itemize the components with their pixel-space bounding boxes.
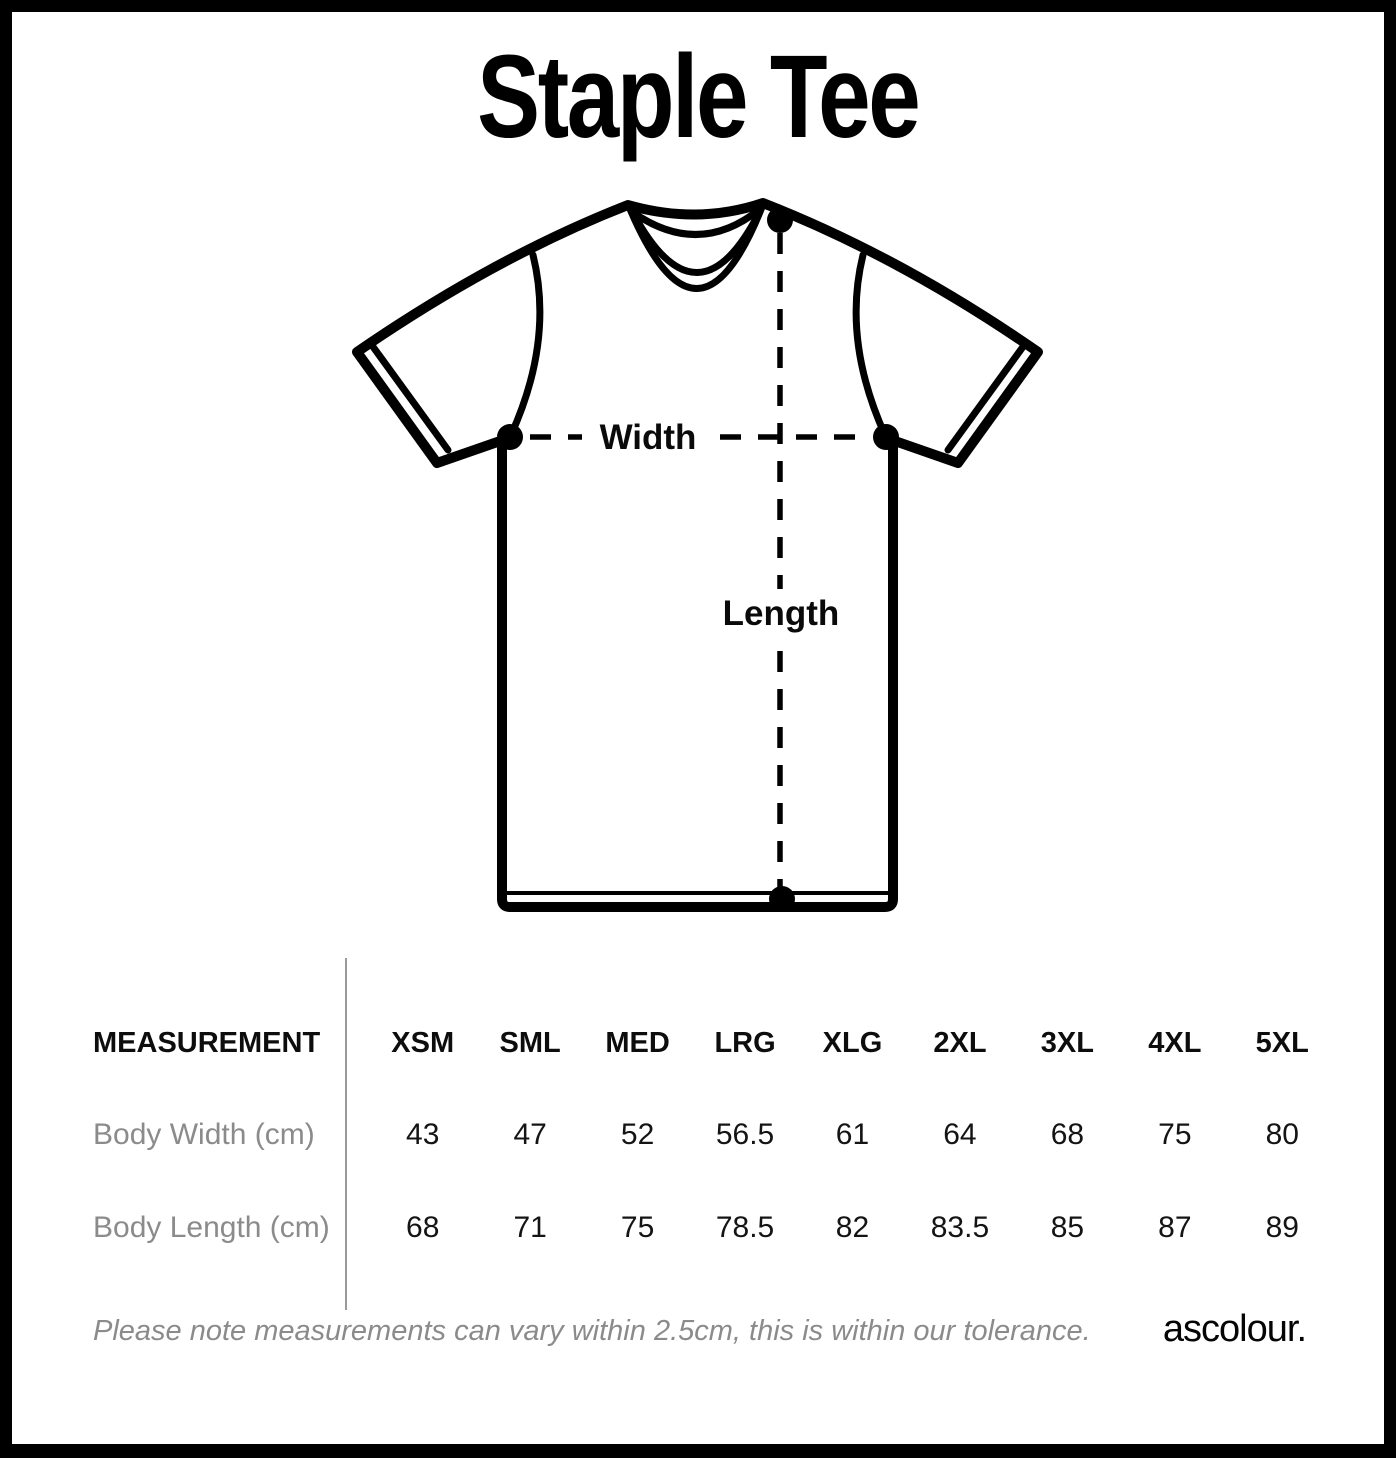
body-length-lrg: 78.5 (715, 1211, 775, 1244)
size-header-med: MED (605, 1026, 670, 1059)
right-underarm-dot (873, 424, 899, 450)
size-header-2xl: 2XL (933, 1026, 987, 1059)
hem-point-dot (769, 886, 795, 912)
body-width-xlg: 61 (835, 1118, 870, 1151)
size-header-xsm: XSM (391, 1026, 455, 1059)
width-measurement-label: Width (599, 418, 697, 457)
body-length-2xl: 83.5 (930, 1211, 990, 1244)
table-row-body-length (93, 1203, 1336, 1253)
body-width-4xl: 75 (1158, 1118, 1192, 1151)
ascolour-logo: ascolour. (1162, 1308, 1306, 1350)
size-header-lrg: LRG (714, 1026, 776, 1059)
size-header-xlg: XLG (822, 1026, 883, 1059)
measurement-header: MEASUREMENT (93, 1026, 321, 1059)
header (0, 31, 1396, 163)
body-length-xlg: 82 (835, 1211, 870, 1244)
table-row-body-width (93, 1110, 1336, 1160)
row-label-body-length: Body Length (cm) (93, 1211, 330, 1244)
left-underarm-dot (497, 424, 523, 450)
body-length-5xl: 89 (1265, 1211, 1299, 1244)
body-width-med: 52 (620, 1118, 655, 1151)
size-header-sml: SML (499, 1026, 561, 1059)
body-width-xsm: 43 (406, 1118, 440, 1151)
body-length-xsm: 68 (406, 1211, 440, 1244)
size-header-4xl: 4XL (1148, 1026, 1202, 1059)
length-measurement-label: Length (722, 594, 840, 633)
row-label-body-width: Body Width (cm) (93, 1118, 315, 1151)
body-length-3xl: 85 (1050, 1211, 1085, 1244)
body-width-lrg: 56.5 (715, 1118, 775, 1151)
page-title: Staple Tee (477, 31, 919, 163)
size-header-5xl: 5XL (1255, 1026, 1309, 1059)
size-header-3xl: 3XL (1040, 1026, 1094, 1059)
size-table-header-row (93, 1018, 1336, 1068)
tshirt-outline (357, 203, 1038, 907)
body-length-sml: 71 (513, 1211, 547, 1244)
body-width-5xl: 80 (1265, 1118, 1299, 1151)
tolerance-note: Please note measurements can vary within 2.5cm, this is within our tolerance. (93, 1315, 1091, 1347)
body-length-4xl: 87 (1158, 1211, 1192, 1244)
body-width-2xl: 64 (943, 1118, 977, 1151)
body-width-sml: 47 (513, 1118, 547, 1151)
shoulder-point-dot (767, 207, 793, 233)
body-length-med: 75 (620, 1211, 655, 1244)
body-width-3xl: 68 (1050, 1118, 1085, 1151)
tshirt-measurement-diagram (330, 185, 1070, 930)
